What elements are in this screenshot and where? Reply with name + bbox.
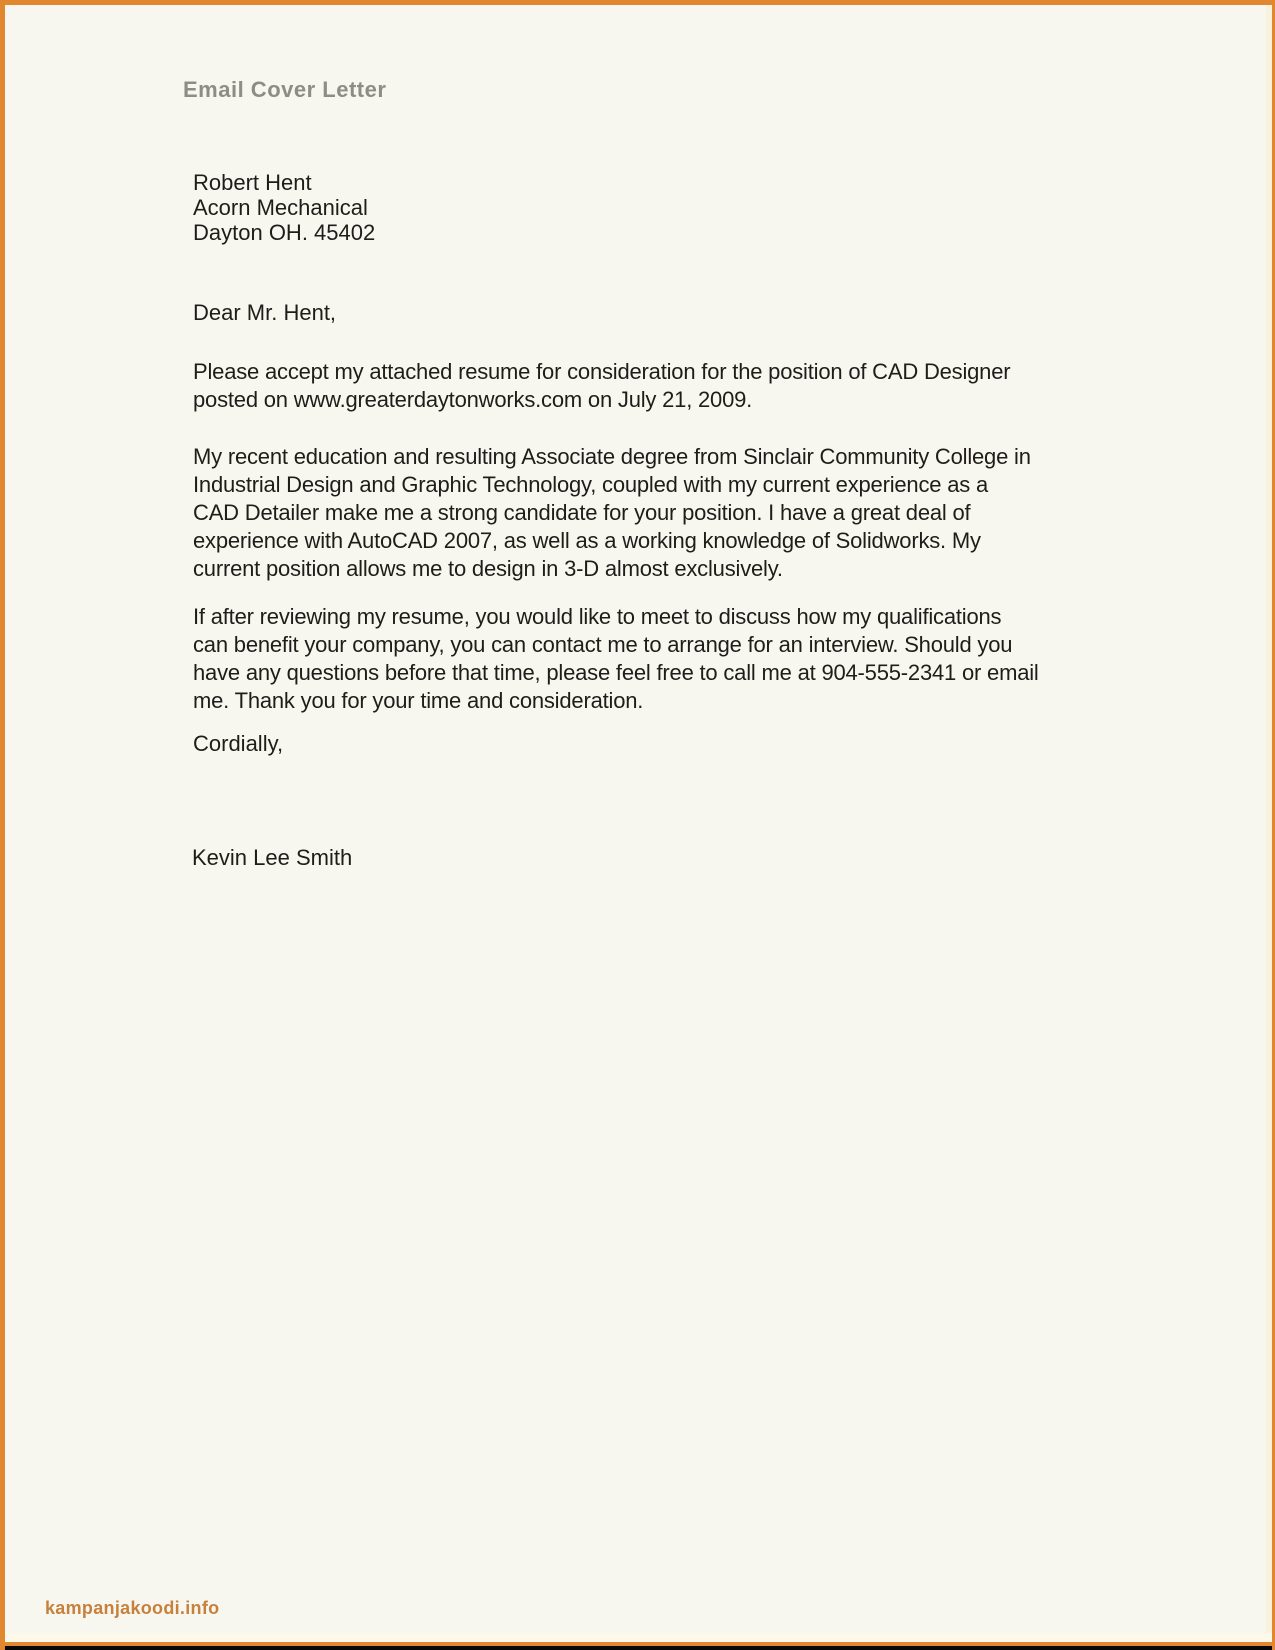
text-line: posted on www.greaterdaytonworks.com on July 21, 2009. <box>193 387 753 412</box>
watermark-site-url: kampanjakoodi.info <box>45 1598 220 1618</box>
footer-black-bar <box>5 1646 1272 1650</box>
text-line: CAD Detailer make me a strong candidate for your position. I have a great deal of <box>193 500 971 525</box>
text-line: My recent education and resulting Associate degree from Sinclair Community College in <box>193 444 1031 469</box>
text-line: Robert Hent <box>193 170 312 195</box>
text-line: Acorn Mechanical <box>193 195 368 220</box>
closing: Cordially, <box>193 731 284 756</box>
text-line: me. Thank you for your time and consideration. <box>193 688 644 713</box>
scan-edge-artifact <box>1266 5 1272 1638</box>
paragraph-call-to-action <box>193 603 1039 715</box>
text-line: Please accept my attached resume for consideration for the position of CAD Designer <box>193 359 1011 384</box>
signature-name: Kevin Lee Smith <box>192 845 353 870</box>
text-line: have any questions before that time, please feel free to call me at 904-555-2341 or email <box>193 660 1039 685</box>
page-title: Email Cover Letter <box>183 77 387 102</box>
text-line: experience with AutoCAD 2007, as well as a working knowledge of Solidworks. My <box>193 528 981 553</box>
text-line: can benefit your company, you can contact me to arrange for an interview. Should you <box>193 632 1013 657</box>
text-line: Industrial Design and Graphic Technology, coupled with my current experience as a <box>193 472 988 497</box>
paragraph-intro <box>193 358 1010 414</box>
text-line: Dayton OH. 45402 <box>193 220 376 245</box>
footer-pale-strip <box>5 1633 1272 1642</box>
paragraph-qualifications <box>193 443 1031 583</box>
recipient-address-block <box>193 170 375 245</box>
text-line: current position allows me to design in 3-D almost exclusively. <box>193 556 783 581</box>
text-line: If after reviewing my resume, you would like to meet to discuss how my qualifications <box>193 604 1002 629</box>
salutation: Dear Mr. Hent, <box>193 300 337 325</box>
